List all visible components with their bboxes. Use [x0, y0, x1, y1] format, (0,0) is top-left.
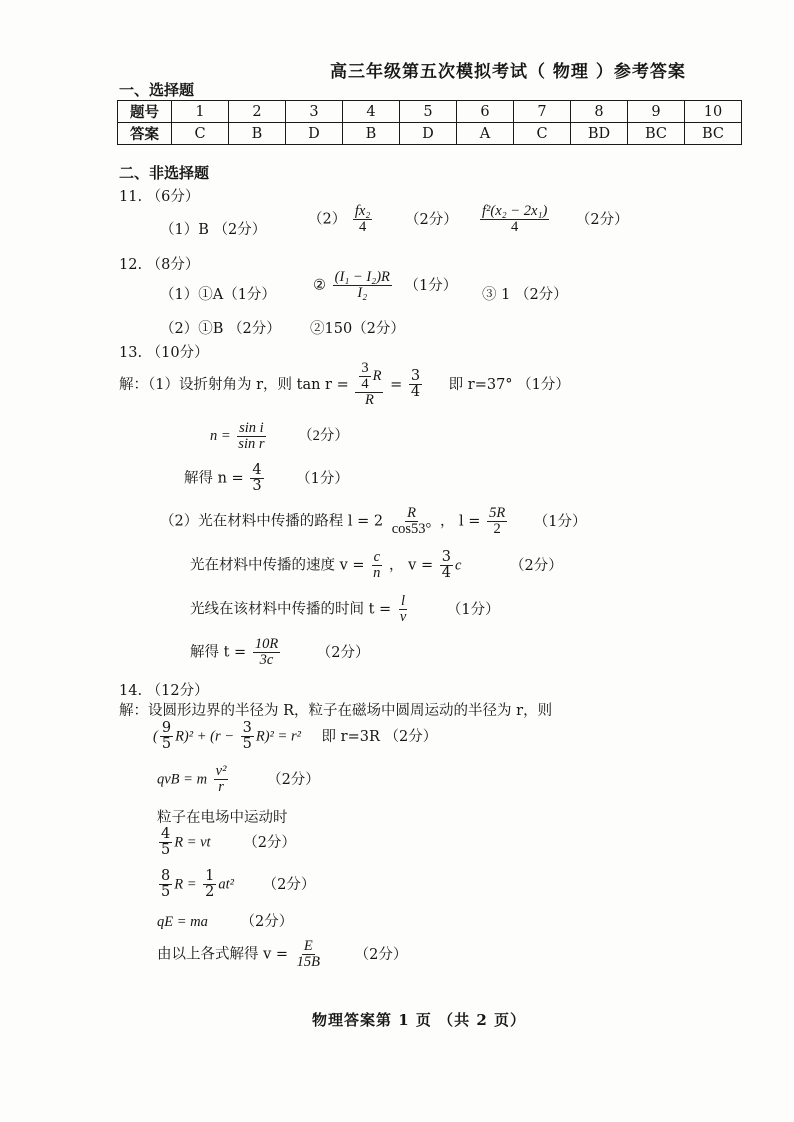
q13-line1	[119, 361, 570, 409]
q13-speed-fraction	[371, 550, 382, 581]
fraction-numerator: 4	[252, 462, 262, 478]
table-row-numbers	[118, 101, 742, 123]
q14-line8-text: 由以上各式解得 v =	[157, 946, 289, 963]
q13-path-fraction	[390, 506, 434, 537]
q14-line5	[157, 827, 296, 858]
radius-symbol: R	[372, 368, 382, 385]
q12-part1: （1）①A（1分）	[160, 287, 276, 303]
q13-line4-text: （2）光在材料中传播的路程 l = 2	[160, 513, 384, 530]
q14-line7-score: （2分）	[240, 914, 294, 930]
q14-line2-mid: R)² + (r −	[175, 728, 235, 745]
answer-cell: C	[172, 123, 229, 145]
q12-part4: （2）①B （2分）	[160, 321, 281, 337]
fraction-denominator: 5	[242, 736, 252, 753]
q14-line6-score: （2分）	[262, 876, 316, 893]
q12-heading: 12. （8分）	[119, 257, 200, 273]
fraction-numerator: 10R	[254, 636, 279, 652]
q14-line5-score: （2分）	[243, 834, 296, 851]
q13-line1-text: 解：（1）设折射角为 r，则 tan r =	[119, 376, 349, 393]
q14-line2	[153, 721, 437, 752]
fraction-denominator: 5	[161, 884, 171, 901]
q14-line6-mid: R =	[174, 876, 197, 893]
q14-line3	[157, 764, 320, 795]
q14-centripetal-fraction	[214, 764, 229, 795]
q14-line3-text: qvB = m	[157, 771, 208, 788]
fraction-denominator: 2	[205, 884, 215, 901]
page-title: 高三年级第五次模拟考试（ 物理 ）参考答案	[330, 62, 686, 82]
q13-line4-mid: ， l =	[439, 513, 481, 530]
fraction-denominator: 5	[161, 842, 171, 859]
question-number: 2	[229, 101, 286, 123]
q12-part5: ②150（2分）	[310, 321, 405, 337]
fraction-numerator: R	[407, 505, 416, 521]
fraction-denominator: 3c	[259, 652, 274, 669]
q13-line3-text: 解得 n =	[184, 470, 244, 487]
fraction-denominator: r	[218, 779, 224, 796]
q13-line7-text: 解得 t =	[190, 644, 247, 661]
fraction-denominator: 4	[358, 219, 367, 236]
fraction-denominator: 4	[441, 565, 451, 582]
fraction-denominator: R	[364, 392, 374, 409]
q14-fraction-4-5	[159, 827, 172, 858]
q13-line5-mid: ， v =	[389, 557, 434, 574]
q11-part3-score: （2分）	[575, 211, 629, 228]
q14-velocity-fraction	[295, 939, 322, 970]
q11-part1: （1）B （2分）	[160, 222, 267, 238]
answer-cell: D	[286, 123, 343, 145]
q13-line5	[190, 550, 563, 581]
fraction-denominator: 3	[252, 478, 262, 495]
question-number: 5	[400, 101, 457, 123]
row-label-answer: 答案	[118, 123, 172, 145]
q13-time-result-fraction	[253, 637, 280, 668]
row-label-number: 题号	[118, 101, 172, 123]
q14-line7-text: qE = ma	[157, 914, 208, 930]
q13-speed-value-fraction	[440, 550, 453, 581]
equals-sign: =	[390, 376, 403, 393]
q14-fraction-9-5	[160, 721, 173, 752]
q11-part3-fraction	[480, 204, 549, 235]
q13-compound-fraction	[355, 361, 383, 409]
fraction-numerator: 3	[361, 360, 369, 376]
answer-cell: B	[343, 123, 400, 145]
q12-part3: ③ 1 （2分）	[482, 287, 568, 303]
fraction-denominator: n	[373, 565, 381, 582]
q14-line2-end: R)² = r²	[255, 728, 301, 745]
q14-line6	[157, 869, 315, 900]
fraction-numerator: 3	[242, 720, 252, 736]
answer-table	[117, 100, 742, 145]
question-number: 3	[286, 101, 343, 123]
inner-fraction	[359, 361, 370, 392]
fraction-numerator: fx₂	[354, 203, 371, 219]
q13-heading: 13. （10分）	[119, 345, 209, 361]
question-number: 9	[628, 101, 685, 123]
fraction-denominator: 4	[361, 376, 369, 393]
q14-line4: 粒子在电场中运动时	[157, 810, 288, 826]
q13-result-fraction	[409, 369, 422, 400]
q13-line2-text: n =	[210, 428, 231, 445]
q14-line8-score: （2分）	[354, 946, 408, 963]
question-number: 4	[343, 101, 400, 123]
answer-cell: BC	[685, 123, 742, 145]
q11-part2-fraction	[353, 204, 373, 235]
q14-fraction-1-2	[203, 869, 216, 900]
q13-line5-score: （2分）	[509, 557, 563, 574]
q14-line2-post: 即 r=3R （2分）	[321, 728, 438, 745]
q13-line3-score: （1分）	[296, 470, 349, 487]
question-number: 1	[172, 101, 229, 123]
q12-part2-label: ②	[313, 277, 326, 294]
q13-line6	[190, 594, 500, 625]
q11-part3	[478, 204, 629, 235]
q13-index-fraction	[250, 463, 263, 494]
q14-line5-text: R = vt	[174, 834, 211, 851]
answer-cell: D	[400, 123, 457, 145]
fraction-numerator: 3	[441, 549, 451, 565]
fraction-denominator: 5	[161, 736, 172, 753]
page-footer: 物理答案第 1 页 （共 2 页）	[312, 1011, 526, 1029]
q13-line5-text: 光在材料中传播的速度 v =	[190, 557, 365, 574]
fraction-denominator: sin r	[238, 436, 265, 453]
q14-line7	[157, 910, 293, 931]
q13-line4	[160, 506, 587, 537]
fraction-numerator: l	[401, 593, 406, 609]
q13-line4-score: （1分）	[533, 513, 587, 530]
question-number: 10	[685, 101, 742, 123]
question-number: 7	[514, 101, 571, 123]
q11-heading: 11. （6分）	[119, 189, 200, 205]
fraction-numerator: v²	[215, 763, 227, 779]
answer-cell: A	[457, 123, 514, 145]
fraction-denominator: 4	[511, 219, 519, 236]
section-nonchoice-heading: 二、非选择题	[119, 164, 210, 182]
q12-part2	[313, 270, 457, 301]
fraction-numerator: 9	[161, 720, 172, 736]
fraction-numerator: E	[303, 938, 313, 954]
q13-line3	[184, 463, 349, 494]
q12-part2-score: （1分）	[404, 277, 458, 294]
q14-fraction-3-5	[241, 721, 254, 752]
paren-open: (	[153, 728, 158, 745]
q13-snell-fraction	[236, 421, 266, 452]
q13-line2-score: （2分）	[298, 428, 349, 445]
fraction-denominator: v	[399, 609, 407, 626]
fraction-numerator: f²(x₂ − 2x₁)	[482, 203, 548, 219]
q13-line2	[210, 421, 349, 452]
fraction-denominator: 15B	[296, 954, 321, 971]
q14-line6-end: at²	[218, 876, 234, 893]
answer-cell: BC	[628, 123, 685, 145]
q13-time-fraction	[398, 594, 408, 625]
q13-line7	[190, 637, 370, 668]
section-choice-heading: 一、选择题	[119, 81, 195, 99]
fraction-numerator: sin i	[239, 420, 264, 436]
q14-line1: 解：设圆形边界的半径为 R，粒子在磁场中圆周运动的半径为 r，则	[119, 703, 553, 719]
answer-cell: B	[229, 123, 286, 145]
q13-line6-score: （1分）	[446, 601, 500, 618]
fraction-numerator: (I₁ − I₂)R	[334, 269, 390, 285]
question-number: 6	[457, 101, 514, 123]
fraction-numerator: 3	[410, 368, 421, 385]
fraction-numerator: 5R	[489, 505, 506, 521]
q13-length-fraction	[487, 506, 507, 537]
q11-part2	[308, 204, 458, 235]
fraction-numerator: 1	[205, 868, 215, 884]
q11-part2-label: （2）	[308, 211, 347, 228]
question-number: 8	[571, 101, 628, 123]
q14-heading: 14. （12分）	[119, 683, 209, 699]
fraction-numerator: 4	[161, 826, 171, 842]
fraction-denominator: I₂	[357, 285, 368, 302]
q13-line6-text: 光线在该材料中传播的时间 t =	[190, 601, 392, 618]
q12-part2-fraction	[333, 270, 392, 301]
q13-line1-post: 即 r=37° （1分）	[448, 376, 570, 393]
fraction-numerator	[355, 361, 383, 393]
fraction-denominator: 2	[493, 521, 501, 538]
fraction-denominator: 4	[410, 384, 421, 401]
q11-part2-score: （2分）	[404, 211, 458, 228]
q14-line3-score: （2分）	[267, 771, 320, 788]
q14-line8	[157, 939, 407, 970]
answer-cell: C	[514, 123, 571, 145]
q14-fraction-8-5	[159, 869, 172, 900]
table-row-answers	[118, 123, 742, 145]
light-speed-symbol: c	[454, 557, 462, 574]
fraction-denominator: cos53°	[391, 521, 432, 538]
fraction-numerator: c	[373, 549, 381, 565]
answer-cell: BD	[571, 123, 628, 145]
q13-line7-score: （2分）	[316, 644, 370, 661]
fraction-numerator: 8	[161, 868, 171, 884]
